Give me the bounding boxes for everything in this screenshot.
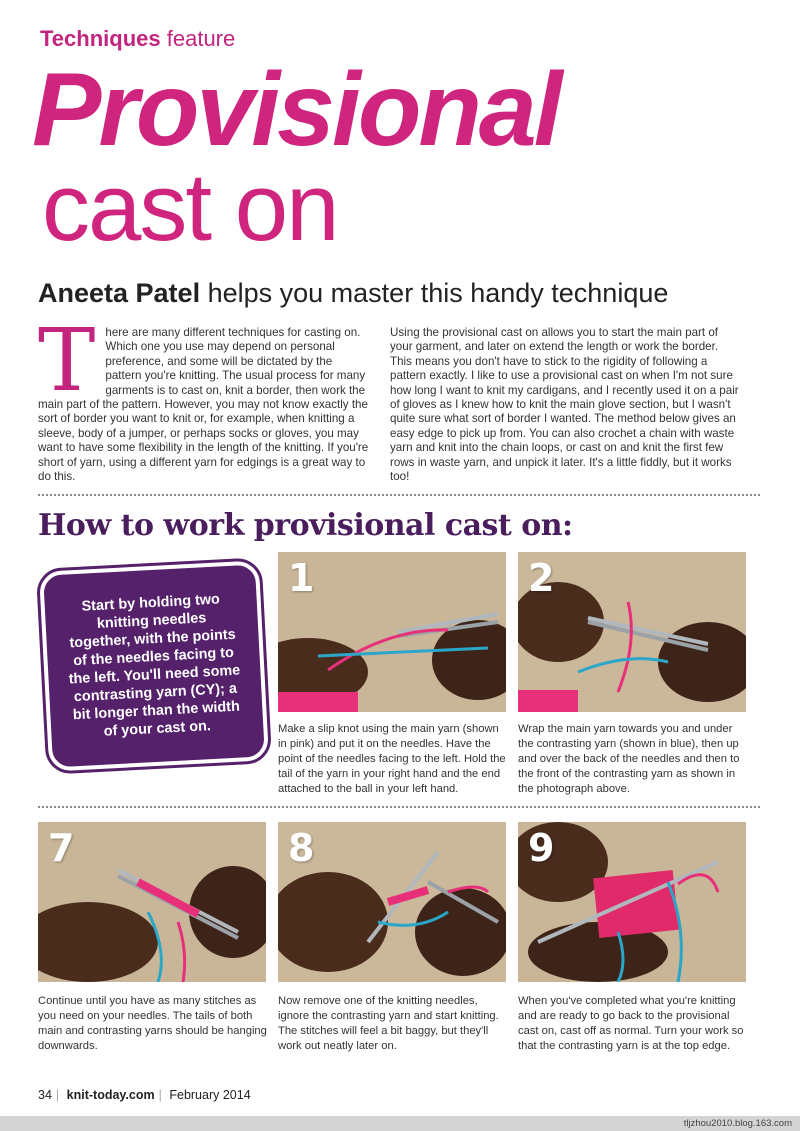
step-photo-8 (278, 822, 506, 982)
byline-rest: helps you master this handy technique (207, 278, 669, 308)
byline (38, 278, 668, 309)
step-number: 1 (288, 556, 315, 600)
step-caption-8: Now remove one of the knitting needles, ignore the contrasting yarn and start knitting. The stitches will feel a bit baggy, but they'll work out neatly later on. (278, 995, 499, 1052)
kicker-bold: Techniques (40, 26, 161, 51)
callout-text: Start by holding two knitting needles together, with the points of the needles facing to the left. You'll need some contrasting yarn (CY); a bit longer than the width of your cast on. (68, 591, 241, 740)
footer-date: February 2014 (169, 1088, 251, 1102)
step-caption-1: Make a slip knot using the main yarn (shown in pink) and put it on the needles. Have the point of the needles facing to the left. Hold the tail of the yarn in your right hand and the end attached to the ball in your left hand. (278, 723, 506, 795)
dotted-divider (38, 494, 760, 496)
title-line1: Provisional (32, 52, 560, 168)
footer-site: knit-today.com (66, 1088, 155, 1102)
page-footer: 34 | knit-today.com | February 2014 (38, 1088, 251, 1102)
intro-left-text: here are many different techniques for casting on. Which one you use may depend on personal preference, and some will be dictated by the pattern you're knitting. The usual process for many garments is to cast on, knit a border, then work the main part of the pattern. However, you may not know exactly the sort of border you want to knit or, for example, when knitting a sleeve, body of a jumper, or perhaps socks or gloves, you may want to have some flexibility in the length of the knitting. If you're short of yarn, using a different yarn for edgings is a great way to do this. (38, 326, 369, 484)
page-number: 34 (38, 1088, 52, 1102)
drop-cap: T (38, 311, 96, 411)
instruction-callout (39, 560, 269, 771)
step-number: 8 (288, 826, 315, 870)
intro-right-column: Using the provisional cast on allows you to start the main part of your garment, and later on extend the length or work the border. This means you don't have to stick to the rigidity of following a pattern exactly. I like to use a provisional cast on when I'm not sure how long I want to knit my cardigans, and I recently used it on a pair of gloves as I knew how to knit the main glove section, but I wasn't quite sure what sort of border I wanted. The method below gives an easy edge to pick up from. You can also crochet a chain with waste yarn and knit into the chain loops, or cast on and knit the first few rows in waste yarn, and unpick it later. It's a little fiddly, but it works too! (390, 326, 739, 484)
section-title: How to work provisional cast on: (38, 508, 573, 543)
step-number: 2 (528, 556, 555, 600)
title-line2: cast on (42, 154, 338, 261)
step-photo-7 (38, 822, 266, 982)
step-number: 9 (528, 826, 555, 870)
step-photo-2 (518, 552, 746, 712)
step-number: 7 (48, 826, 75, 870)
step-caption-2: Wrap the main yarn towards you and under the contrasting yarn (shown in blue), then up and over the back of the needles and then to the front of the contrasting yarn as shown in the photograph above. (518, 723, 740, 795)
kicker-normal: feature (166, 26, 236, 51)
watermark: tljzhou2010.blog.163.com (683, 1118, 792, 1129)
dotted-divider (38, 806, 760, 808)
section-kicker (40, 26, 235, 52)
step-caption-9: When you've completed what you're knitting and are ready to go back to the provisional cast on, cast off as normal. Turn your work so that the contrasting yarn is at the top edge. (518, 995, 744, 1052)
bottom-bar (0, 1116, 800, 1131)
step-caption-7: Continue until you have as many stitches as you need on your needles. The tails of both main and contrasting yarns should be hanging downwards. (38, 995, 267, 1052)
author-name: Aneeta Patel (38, 278, 201, 308)
step-photo-1 (278, 552, 506, 712)
step-photo-9 (518, 822, 746, 982)
intro-left-column (38, 311, 370, 484)
